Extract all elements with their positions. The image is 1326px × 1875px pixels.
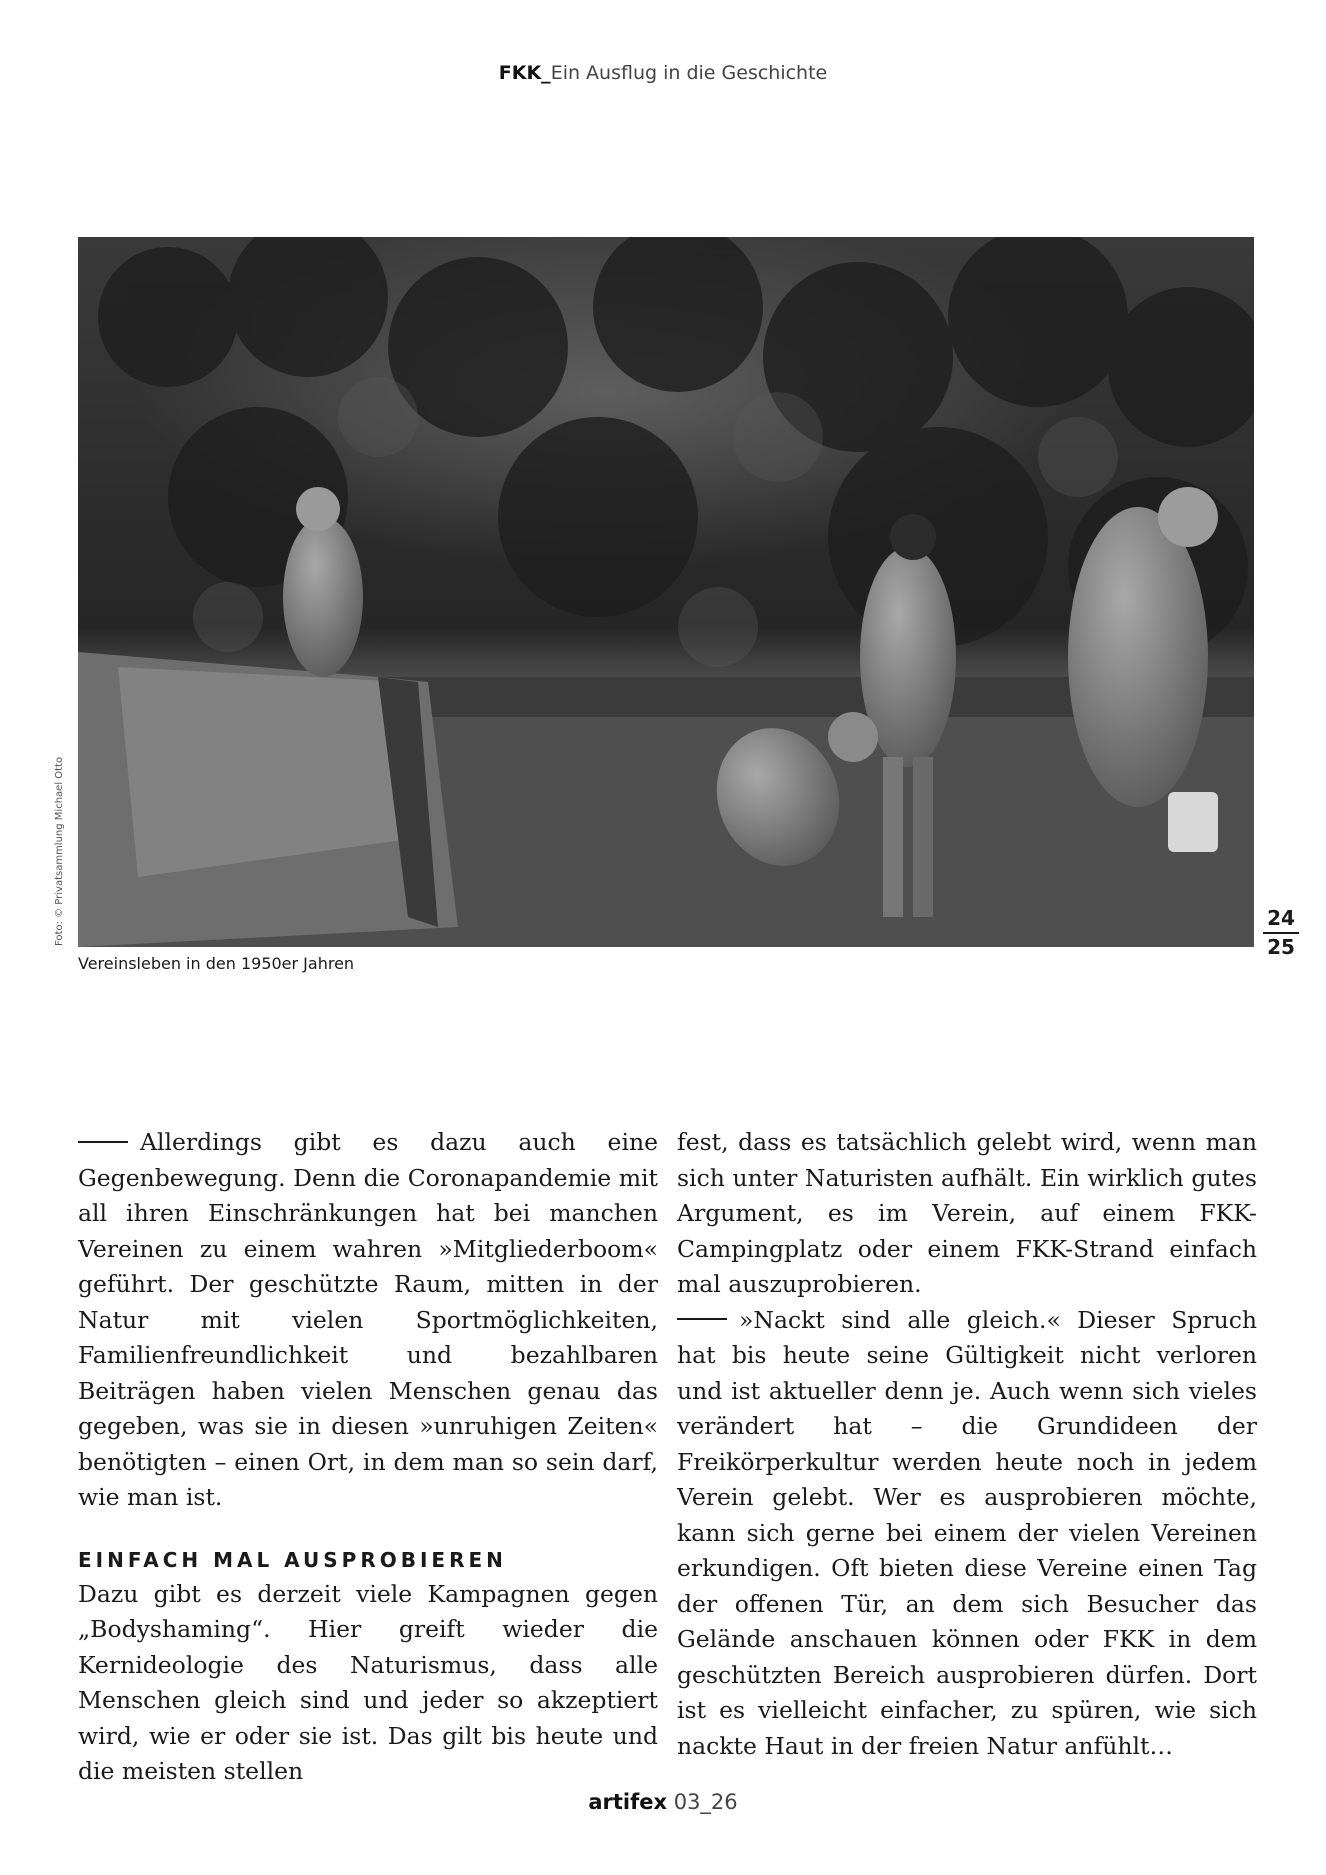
article-paragraph: fest, dass es tatsächlich gelebt wird, wenn man sich unter Naturisten aufhält. Ein wirklich gutes Argument, es im Verein, auf einem FKK-Campingplatz oder einem FKK-Strand einfach mal auszuprobieren.	[677, 1128, 1257, 1298]
page-numbers	[1263, 906, 1299, 959]
paragraph-text: »Nackt sind alle gleich.« Dieser Spruch hat bis heute seine Gültigkeit nicht verloren und ist aktueller denn je. Auch wenn sich vieles verändert hat – die Grundideen der Freikörperkultur werden heute noch in jedem Verein gelebt. Wer es ausprobieren möchte, kann sich gerne bei einem der vielen Vereinen erkundigen. Oft bieten diese Vereine einen Tag der offenen Tür, an dem sich Besucher das Gelände anschauen können oder FKK in dem geschützten Bereich ausprobieren dürfen. Dort ist es vielleicht einfacher, zu spüren, wie sich nackte Haut in der freien Natur anfühlt…	[677, 1305, 1257, 1760]
article-paragraph: Dazu gibt es derzeit viele Kampagnen gegen „Bodyshaming“. Hier greift wieder die Kernideologie des Naturismus, dass alle Menschen gleich sind und jeder so akzeptiert wird, wie er oder sie ist. Das gilt bis heute und die meisten stellen	[78, 1579, 658, 1785]
issue-number: 03_26	[667, 1790, 738, 1814]
article-paragraph	[78, 1125, 658, 1516]
running-header	[0, 62, 1326, 84]
page-footer	[0, 1790, 1326, 1814]
photo-illustration	[78, 237, 1254, 947]
article-column-left	[78, 1125, 658, 1790]
section-subheading: EINFACH MAL AUSPROBIEREN	[78, 1547, 507, 1572]
photo-caption: Vereinsleben in den 1950er Jahren	[78, 954, 355, 973]
page-number-right: 25	[1267, 935, 1295, 959]
article-paragraph	[677, 1303, 1257, 1765]
paragraph-dash	[677, 1318, 727, 1320]
article-column-right	[677, 1125, 1257, 1764]
page-number-left: 24	[1267, 906, 1295, 930]
header-keyword: FKK_	[498, 62, 551, 84]
magazine-name: artifex	[588, 1790, 668, 1814]
header-title: Ein Ausflug in die Geschichte	[550, 62, 828, 84]
page-number-divider	[1263, 932, 1299, 934]
paragraph-text: Allerdings gibt es dazu auch eine Gegenbewegung. Denn die Coronapandemie mit all ihren Einschränkungen hat bei manchen Vereinen zu einem wahren »Mitgliederboom« geführt. Der geschützte Raum, mitten in der Natur mit vielen Sportmöglichkeiten, Familienfreundlichkeit und bezahlbaren Beiträgen haben vielen Menschen genau das gegeben, was sie in diesen »unruhigen Zeiten« benötigten – einen Ort, in dem man so sein darf, wie man ist.	[78, 1128, 658, 1511]
paragraph-dash	[78, 1141, 128, 1143]
photo-credit: Foto: © Privatsammlung Michael Otto	[54, 756, 65, 946]
article-photo	[78, 237, 1254, 947]
